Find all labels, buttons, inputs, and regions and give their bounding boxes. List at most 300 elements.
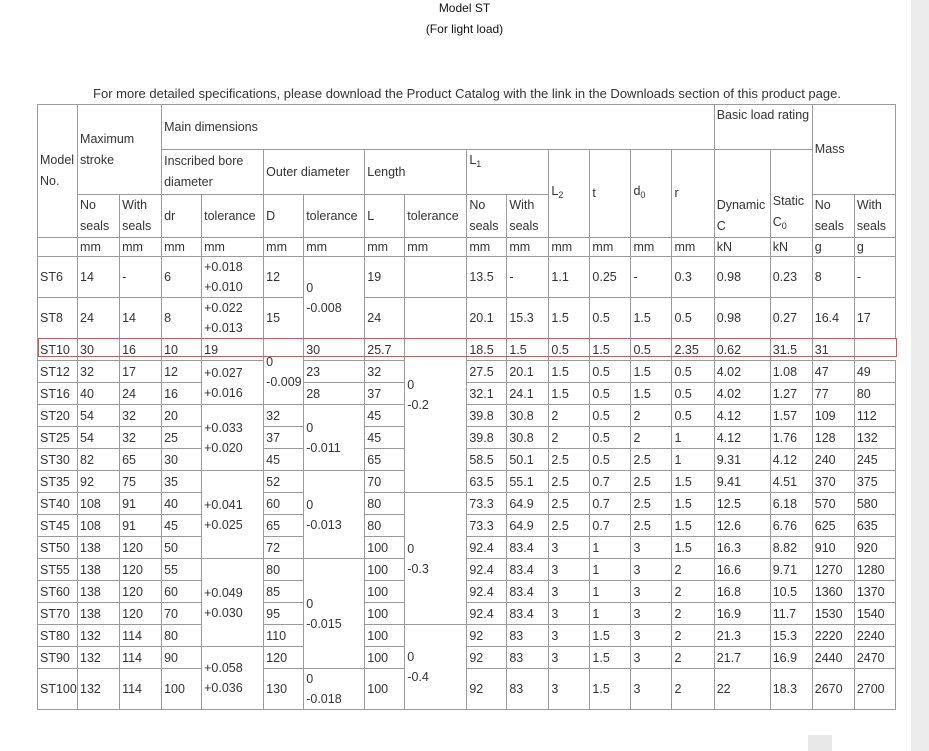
mass-with-seals-cell: 2700 (854, 669, 895, 710)
bore-tolerance-cell: +0.018 +0.010 (202, 257, 264, 298)
l2-cell: 3 (549, 625, 590, 647)
static-c0-cell: 10.5 (770, 581, 812, 603)
static-c0-cell: 8.82 (770, 537, 812, 559)
t-cell: 1 (590, 603, 631, 625)
outer-D-cell: 110 (264, 625, 304, 647)
static-c0-cell: 1.27 (770, 383, 812, 405)
model-cell: ST45 (38, 515, 78, 537)
mass-with-seals-cell: 2470 (854, 647, 895, 669)
mass-with-seals-cell: 2240 (854, 625, 895, 647)
static-c0-cell: 9.71 (770, 559, 812, 581)
mass-with-seals-cell: 1280 (854, 559, 895, 581)
t-cell: 0.5 (590, 449, 631, 471)
length-L-cell: 65 (365, 449, 405, 471)
model-cell: ST8 (38, 298, 78, 339)
mass-no-seals-cell: 2440 (812, 647, 854, 669)
l1-no-seals-cell: 63.5 (467, 471, 507, 493)
stroke-no-seals-cell: 14 (78, 257, 120, 298)
l2-cell: 3 (549, 603, 590, 625)
table-row (38, 515, 896, 537)
outer-D-cell: 60 (264, 493, 304, 515)
header-stroke-no-seals: No seals (78, 195, 120, 238)
l2-cell: 1.1 (549, 257, 590, 298)
mass-with-seals-cell: 112 (854, 405, 895, 427)
header-bore-tolerance: tolerance (202, 195, 264, 238)
outer-D-cell: 72 (264, 537, 304, 559)
length-L-cell: 37 (365, 383, 405, 405)
length-L-cell: 100 (365, 537, 405, 559)
outer-D-cell: 28 (304, 383, 365, 405)
t-cell: 0.5 (590, 361, 631, 383)
mass-no-seals-cell: 370 (812, 471, 854, 493)
d0-cell: - (631, 257, 672, 298)
static-c0-cell: 4.51 (770, 471, 812, 493)
static-c0-cell: 15.3 (770, 625, 812, 647)
unit-cell: mm (120, 238, 162, 257)
stroke-with-seals-cell: 114 (120, 647, 162, 669)
dr-cell: 70 (162, 603, 202, 625)
model-cell: ST20 (38, 405, 78, 427)
d0-cell: 2 (631, 405, 672, 427)
outer-D-cell: 120 (264, 647, 304, 669)
d0-cell: 1.5 (631, 361, 672, 383)
static-c0-cell: 16.9 (770, 647, 812, 669)
t-cell: 0.5 (549, 339, 590, 361)
l1-no-seals-cell: 73.3 (467, 515, 507, 537)
l2-cell: 3 (549, 647, 590, 669)
static-c0-cell: 1.57 (770, 405, 812, 427)
l2-cell: 3 (549, 669, 590, 710)
table-row (38, 537, 896, 559)
page-title: Model ST (438, 1, 491, 15)
outer-D-cell: 85 (264, 581, 304, 603)
r-cell: 0.5 (672, 361, 714, 383)
r-cell: 2 (672, 603, 714, 625)
d0-cell: 3 (631, 669, 672, 710)
stroke-with-seals-cell: 120 (120, 581, 162, 603)
model-cell: ST6 (38, 257, 78, 298)
length-tolerance-cell: 0 -0.3 (405, 493, 467, 625)
dynamic-c-cell: 21.7 (714, 647, 770, 669)
stroke-no-seals-cell: 24 (78, 298, 120, 339)
unit-cell: mm (162, 238, 202, 257)
d0-cell: 2.5 (631, 515, 672, 537)
l2-cell: 2.5 (549, 515, 590, 537)
length-L-cell: 19 (365, 257, 405, 298)
stroke-no-seals-cell: 40 (78, 383, 120, 405)
l1-no-seals-cell: 32.1 (467, 383, 507, 405)
outer-tolerance-cell: 0 -0.013 (304, 471, 365, 559)
length-L-cell: 45 (365, 405, 405, 427)
bore-tolerance-cell: +0.027 +0.016 (202, 361, 264, 405)
t-cell: 1.5 (590, 647, 631, 669)
unit-cell: mm (590, 238, 631, 257)
dr-cell: 6 (162, 257, 202, 298)
header-l1: $L_1$ (467, 150, 549, 195)
length-L-cell: 70 (365, 471, 405, 493)
l1-with-seals-cell: 83.4 (507, 581, 549, 603)
l1-with-seals-cell: 30.8 (507, 427, 549, 449)
static-c0-cell: 6.76 (770, 515, 812, 537)
l1-with-seals-cell: 64.9 (507, 493, 549, 515)
dr-cell: 50 (162, 537, 202, 559)
l1-no-seals-cell: 92.4 (467, 603, 507, 625)
header-dynamic: Dynamic C (714, 150, 770, 238)
table-row (38, 298, 896, 339)
r-cell: 0.5 (672, 298, 714, 339)
header-length: Length (365, 150, 467, 195)
unit-cell: kN (714, 238, 770, 257)
l2-cell: 3 (549, 537, 590, 559)
model-cell: ST12 (38, 361, 78, 383)
r-cell: 2 (672, 559, 714, 581)
mass-with-seals-cell: 1540 (854, 603, 895, 625)
bore-tolerance-cell: +0.058 +0.036 (202, 647, 264, 710)
static-c0-cell: 4.12 (770, 449, 812, 471)
l1-with-seals-cell: 83 (507, 647, 549, 669)
unit-cell: mm (304, 238, 365, 257)
table-row (38, 427, 896, 449)
r-cell: 2 (672, 581, 714, 603)
outer-D-cell: 45 (264, 449, 304, 471)
vertical-scrollbar[interactable] (911, 0, 929, 751)
r-cell: 1.5 (672, 471, 714, 493)
model-cell: ST10 (38, 339, 78, 361)
header-d0: $d_0$ (631, 150, 672, 238)
mass-no-seals-cell: 47 (812, 361, 854, 383)
header-l2: $L_2$ (549, 150, 590, 238)
model-cell: ST60 (38, 581, 78, 603)
length-L-cell: 24 (365, 298, 405, 339)
d0-cell: 3 (631, 581, 672, 603)
stroke-with-seals-cell: - (120, 257, 162, 298)
outer-D-cell: 37 (264, 427, 304, 449)
mass-no-seals-cell: 128 (812, 427, 854, 449)
outer-tolerance-cell: 0 -0.015 (304, 559, 365, 669)
r-cell: 0.3 (672, 257, 714, 298)
outer-D-cell: 52 (264, 471, 304, 493)
d0-cell: 2 (631, 427, 672, 449)
unit-cell: g (854, 238, 895, 257)
model-cell: ST70 (38, 603, 78, 625)
model-cell: ST16 (38, 383, 78, 405)
t-cell: 0.7 (590, 493, 631, 515)
l2-cell: 1.5 (507, 339, 549, 361)
d0-cell: 3 (631, 647, 672, 669)
header-dr: dr (162, 195, 202, 238)
r-cell: 2 (672, 669, 714, 710)
dynamic-c-cell: 21.3 (714, 625, 770, 647)
length-tolerance-cell: 0 -0.4 (405, 625, 467, 710)
unit-cell: mm (549, 238, 590, 257)
dr-cell: 35 (162, 471, 202, 493)
stroke-no-seals-cell: 82 (78, 449, 120, 471)
l1-with-seals-cell: - (507, 257, 549, 298)
r-cell: 2 (672, 647, 714, 669)
model-cell: ST25 (38, 427, 78, 449)
dynamic-c-cell: 16.8 (714, 581, 770, 603)
static-c0-cell: 1.08 (770, 361, 812, 383)
r-cell: 0.5 (672, 405, 714, 427)
stroke-no-seals-cell: 138 (78, 603, 120, 625)
mass-no-seals-cell: 16.4 (812, 298, 854, 339)
l1-with-seals-cell: 55.1 (507, 471, 549, 493)
stroke-no-seals-cell: 138 (78, 559, 120, 581)
table-row (38, 669, 896, 710)
l1-no-seals-cell: 20.1 (467, 298, 507, 339)
stroke-with-seals-cell: 16 (120, 339, 162, 361)
l1-no-seals-cell: 92 (467, 625, 507, 647)
header-l1-with-seals: With seals (507, 195, 549, 238)
header-static: Static $C_0$ (770, 150, 812, 238)
outer-tolerance-cell: 0 -0.011 (304, 405, 365, 471)
length-L-cell: 30 (304, 339, 365, 361)
length-L-cell: 100 (365, 603, 405, 625)
dynamic-c-cell: 4.02 (714, 383, 770, 405)
stroke-no-seals-cell: 54 (78, 427, 120, 449)
t-cell: 1.5 (590, 669, 631, 710)
stroke-with-seals-cell: 120 (120, 537, 162, 559)
mass-with-seals-cell: 132 (854, 427, 895, 449)
r-cell: 0.5 (631, 339, 672, 361)
outer-D-cell: 15 (264, 298, 304, 339)
mass-no-seals-cell: 1270 (812, 559, 854, 581)
r-cell: 1.5 (672, 537, 714, 559)
l1-with-seals-cell: 18.5 (467, 339, 507, 361)
mass-no-seals-cell: 77 (812, 383, 854, 405)
mass-with-seals-cell: 49 (854, 361, 895, 383)
mass-no-seals-cell: 910 (812, 537, 854, 559)
header-mass: Mass (812, 105, 895, 195)
d0-cell: 3 (631, 537, 672, 559)
table-row (38, 449, 896, 471)
unit-cell: mm (507, 238, 549, 257)
mass-no-seals-cell: 2220 (812, 625, 854, 647)
l2-cell: 2.5 (549, 493, 590, 515)
r-cell: 2 (672, 625, 714, 647)
length-L-cell: 100 (365, 669, 405, 710)
length-L-cell: 80 (365, 493, 405, 515)
header-mass-no-seals: No seals (812, 195, 854, 238)
stroke-no-seals-cell: 30 (78, 339, 120, 361)
mass-with-seals-cell: 31 (812, 339, 854, 361)
stroke-no-seals-cell: 54 (78, 405, 120, 427)
stroke-with-seals-cell: 75 (120, 471, 162, 493)
mass-with-seals-cell: 375 (854, 471, 895, 493)
mass-no-seals-cell: 109 (812, 405, 854, 427)
length-tolerance-cell: 0 -0.2 (405, 298, 467, 493)
unit-cell: mm (405, 238, 467, 257)
header-main-dimensions: Main dimensions (162, 105, 715, 150)
length-tolerance-cell (405, 257, 467, 298)
stroke-with-seals-cell: 14 (120, 298, 162, 339)
t-cell: 1 (590, 559, 631, 581)
unit-cell: mm (202, 238, 264, 257)
header-length-tolerance: tolerance (405, 195, 467, 238)
l2-cell: 2.5 (549, 471, 590, 493)
stroke-no-seals-cell: 108 (78, 493, 120, 515)
model-cell: ST30 (38, 449, 78, 471)
mass-no-seals-cell: 8 (812, 257, 854, 298)
stroke-with-seals-cell: 91 (120, 493, 162, 515)
l2-cell: 2 (549, 405, 590, 427)
l1-no-seals-cell: 92 (467, 669, 507, 710)
header-model-no: Model No. (38, 105, 78, 238)
static-c0-cell: 0.23 (770, 257, 812, 298)
dr-cell: 100 (162, 669, 202, 710)
l1-with-seals-cell: 83.4 (507, 603, 549, 625)
length-L-cell: 100 (365, 625, 405, 647)
mass-with-seals-cell: 920 (854, 537, 895, 559)
l2-cell: 2 (549, 427, 590, 449)
t-cell: 0.7 (590, 471, 631, 493)
unit-cell: kN (770, 238, 812, 257)
dynamic-c-cell: 0.98 (714, 298, 770, 339)
stroke-with-seals-cell: 114 (120, 669, 162, 710)
t-cell: 0.5 (590, 383, 631, 405)
l2-cell: 3 (549, 559, 590, 581)
dynamic-c-cell: 16.3 (714, 537, 770, 559)
dr-cell: 45 (162, 515, 202, 537)
d0-cell: 2.5 (631, 449, 672, 471)
l1-with-seals-cell: 50.1 (507, 449, 549, 471)
dynamic-c-cell: 12.6 (714, 515, 770, 537)
l2-cell: 1.5 (549, 361, 590, 383)
mass-no-seals-cell: 1530 (812, 603, 854, 625)
outer-D-cell: 130 (264, 669, 304, 710)
dr-cell: 8 (162, 298, 202, 339)
mass-no-seals-cell: 240 (812, 449, 854, 471)
model-cell: ST100 (38, 669, 78, 710)
dr-cell: 20 (162, 405, 202, 427)
header-inscribed-bore: Inscribed bore diameter (162, 150, 264, 195)
l1-with-seals-cell: 20.1 (507, 361, 549, 383)
model-cell: ST50 (38, 537, 78, 559)
stroke-with-seals-cell: 24 (120, 383, 162, 405)
dynamic-c-cell: 9.41 (714, 471, 770, 493)
length-L-cell: 80 (365, 515, 405, 537)
dr-cell: 30 (162, 449, 202, 471)
table-row (38, 647, 896, 669)
unit-cell: mm (467, 238, 507, 257)
d0-cell: 1.5 (631, 298, 672, 339)
table-row (38, 339, 896, 361)
r-cell: 1 (672, 449, 714, 471)
stroke-with-seals-cell: 120 (120, 559, 162, 581)
static-c0-cell: 1.76 (770, 427, 812, 449)
stroke-no-seals-cell: 32 (78, 361, 120, 383)
length-L-cell: 100 (365, 647, 405, 669)
d0-cell: 1.5 (631, 383, 672, 405)
outer-D-cell: 80 (264, 559, 304, 581)
l1-with-seals-cell: 15.3 (507, 298, 549, 339)
r-cell: 1 (672, 427, 714, 449)
header-outer-diameter: Outer diameter (264, 150, 365, 195)
l1-no-seals-cell: 58.5 (467, 449, 507, 471)
unit-cell: mm (78, 238, 120, 257)
stroke-with-seals-cell: 120 (120, 603, 162, 625)
spec-table (37, 104, 896, 710)
outer-tolerance-cell: 0 -0.008 (304, 257, 365, 339)
l1-no-seals-cell: 39.8 (467, 427, 507, 449)
unit-cell: g (812, 238, 854, 257)
length-L-cell: 32 (365, 361, 405, 383)
l1-with-seals-cell: 83 (507, 669, 549, 710)
l1-with-seals-cell: 83 (507, 625, 549, 647)
length-L-cell: 100 (365, 581, 405, 603)
dynamic-c-cell: 22 (714, 669, 770, 710)
model-cell: ST35 (38, 471, 78, 493)
dr-cell: 16 (162, 383, 202, 405)
model-cell: ST40 (38, 493, 78, 515)
outer-D-cell: 19 (202, 339, 264, 361)
mass-no-seals-cell: 31.5 (770, 339, 812, 361)
bore-tolerance-cell: +0.049 +0.030 (202, 559, 264, 647)
table-row (38, 493, 896, 515)
dr-cell: 12 (162, 361, 202, 383)
d0-cell: 3 (631, 625, 672, 647)
dr-cell: 55 (162, 559, 202, 581)
stroke-with-seals-cell: 114 (120, 625, 162, 647)
l1-no-seals-cell: 92.4 (467, 537, 507, 559)
stroke-with-seals-cell: 65 (120, 449, 162, 471)
unit-cell: mm (365, 238, 405, 257)
outer-tolerance-cell: 0 -0.018 (304, 669, 365, 710)
dr-cell: 90 (162, 647, 202, 669)
l1-no-seals-cell: 92.4 (467, 559, 507, 581)
l1-no-seals-cell: 73.3 (467, 493, 507, 515)
header-l1-no-seals: No seals (467, 195, 507, 238)
mass-no-seals-cell: 570 (812, 493, 854, 515)
l1-no-seals-cell: 92 (467, 647, 507, 669)
d0-cell: 2.5 (631, 471, 672, 493)
mass-with-seals-cell: 245 (854, 449, 895, 471)
dr-cell: 25 (162, 427, 202, 449)
dr-cell: 10 (162, 339, 202, 361)
header-mass-with-seals: With seals (854, 195, 895, 238)
mass-with-seals-cell: 635 (854, 515, 895, 537)
dynamic-c-cell: 4.12 (714, 427, 770, 449)
page-subtitle: (For light load) (425, 22, 504, 36)
header-stroke-with-seals: With seals (120, 195, 162, 238)
l1-with-seals-cell: 83.4 (507, 537, 549, 559)
outer-tolerance-cell: 0 -0.009 (264, 339, 304, 405)
corner-widget (808, 735, 832, 751)
bore-tolerance-cell: +0.041 +0.025 (202, 471, 264, 559)
dr-cell: 80 (162, 625, 202, 647)
header-t: t (590, 150, 631, 238)
unit-cell: mm (631, 238, 672, 257)
header-outer-tolerance: tolerance (304, 195, 365, 238)
dynamic-c-cell: 16.6 (714, 559, 770, 581)
r-cell: 1.5 (672, 493, 714, 515)
outer-D-cell: 23 (304, 361, 365, 383)
length-L-cell: 45 (365, 427, 405, 449)
units-cell-blank (38, 238, 78, 257)
mass-no-seals-cell: 1360 (812, 581, 854, 603)
mass-no-seals-cell: 625 (812, 515, 854, 537)
t-cell: 0.7 (590, 515, 631, 537)
l1-with-seals-cell: 83.4 (507, 559, 549, 581)
unit-cell: mm (264, 238, 304, 257)
catalog-note: For more detailed specifications, please download the Product Catalog with the link in the Downloads section of this product page. (93, 86, 841, 101)
stroke-with-seals-cell: 32 (120, 427, 162, 449)
l1-with-seals-cell: 24.1 (507, 383, 549, 405)
static-c0-cell: 6.18 (770, 493, 812, 515)
outer-D-cell: 32 (264, 405, 304, 427)
stroke-with-seals-cell: 17 (120, 361, 162, 383)
table-row (38, 625, 896, 647)
